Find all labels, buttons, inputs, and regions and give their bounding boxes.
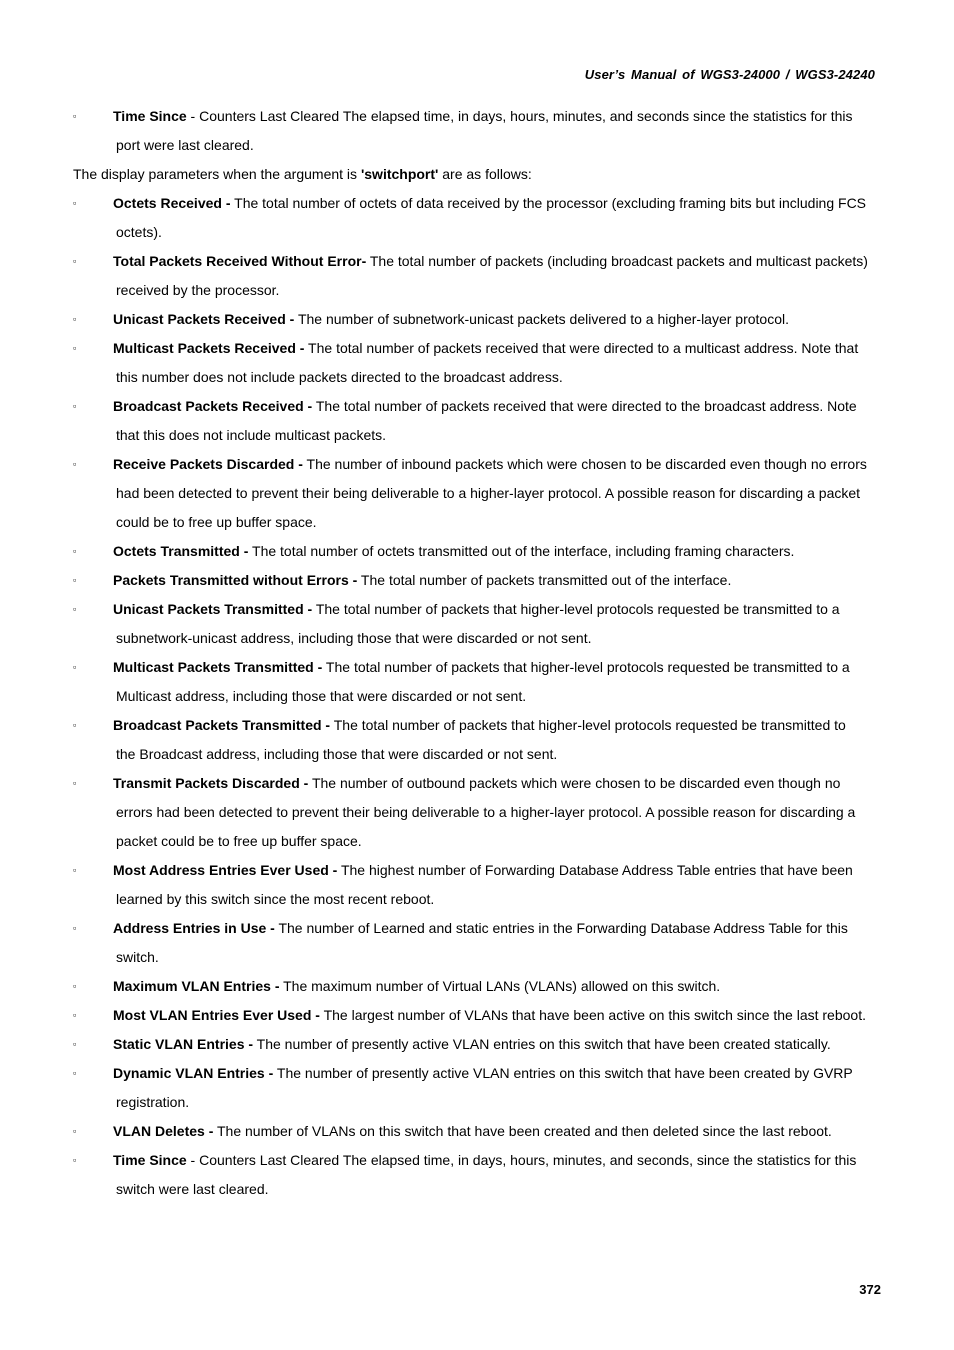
item-continuation: switch were last cleared. bbox=[116, 1181, 269, 1197]
list-item bbox=[73, 566, 883, 595]
page-number: 372 bbox=[859, 1282, 881, 1297]
item-continuation: port were last cleared. bbox=[116, 137, 254, 153]
bullet-icon: ▫ bbox=[73, 459, 77, 469]
list-item bbox=[73, 856, 883, 914]
list-item bbox=[73, 1117, 883, 1146]
list-item bbox=[73, 595, 883, 653]
item-desc: The largest number of VLANs that have been active on this switch since the last reboot. bbox=[319, 1007, 866, 1023]
bullet-icon: ▫ bbox=[73, 981, 77, 991]
item-desc: The total number of packets received that were directed to a multicast address. Note that bbox=[304, 340, 859, 356]
item-desc: The total number of octets transmitted out of the interface, including framing characters. bbox=[248, 543, 795, 559]
item-desc: The total number of packets that higher-level protocols requested be transmitted to bbox=[330, 717, 846, 733]
bullet-icon: ▫ bbox=[73, 662, 77, 672]
item-continuation: packet could be to free up buffer space. bbox=[116, 833, 362, 849]
item-continuation: had been detected to prevent their being deliverable to a higher-layer protocol. A possible reason for discarding a packet bbox=[116, 485, 861, 501]
intro-text-before: The display parameters when the argument is bbox=[73, 166, 361, 182]
item-desc: The number of outbound packets which were chosen to be discarded even though no bbox=[308, 775, 841, 791]
item-term: Receive Packets Discarded - bbox=[113, 456, 303, 472]
item-desc: The total number of packets (including broadcast packets and multicast packets) bbox=[366, 253, 868, 269]
item-term: Static VLAN Entries - bbox=[113, 1036, 254, 1052]
item-desc: The maximum number of Virtual LANs (VLANs) allowed on this switch. bbox=[279, 978, 721, 994]
item-term: Multicast Packets Transmitted - bbox=[113, 659, 323, 675]
item-desc: - Counters Last Cleared The elapsed time, in days, hours, minutes, and seconds since the statistics for this bbox=[186, 108, 853, 124]
item-term: Broadcast Packets Received - bbox=[113, 398, 313, 414]
item-continuation: errors had been detected to prevent their being deliverable to a higher-layer protocol. A possible reason for discarding a bbox=[116, 804, 856, 820]
bullet-icon: ▫ bbox=[73, 314, 77, 324]
item-term: Time Since bbox=[113, 1152, 187, 1168]
list-item bbox=[73, 653, 883, 711]
bullet-icon: ▫ bbox=[73, 1155, 77, 1165]
item-term: Address Entries in Use - bbox=[113, 920, 275, 936]
bullet-icon: ▫ bbox=[73, 1068, 77, 1078]
item-continuation: that this does not include multicast packets. bbox=[116, 427, 387, 443]
list-item bbox=[73, 247, 883, 305]
item-continuation: could be to free up buffer space. bbox=[116, 514, 317, 530]
item-term: Octets Received - bbox=[113, 195, 231, 211]
page-header: User’s Manual of WGS3-24000 / WGS3-24240 bbox=[584, 67, 875, 82]
item-continuation: learned by this switch since the most recent reboot. bbox=[116, 891, 435, 907]
item-desc: The total number of octets of data received by the processor (excluding framing bits but including FCS bbox=[230, 195, 867, 211]
item-continuation: subnetwork-unicast address, including those that were discarded or not sent. bbox=[116, 630, 592, 646]
item-desc: The total number of packets that higher-level protocols requested be transmitted to a bbox=[312, 601, 840, 617]
item-term: Octets Transmitted - bbox=[113, 543, 249, 559]
bullet-icon: ▫ bbox=[73, 575, 77, 585]
item-term: Time Since bbox=[113, 108, 187, 124]
item-term: Most Address Entries Ever Used - bbox=[113, 862, 338, 878]
item-term: Unicast Packets Transmitted - bbox=[113, 601, 313, 617]
list-item bbox=[73, 537, 883, 566]
list-item bbox=[73, 305, 883, 334]
bullet-icon: ▫ bbox=[73, 401, 77, 411]
item-term: VLAN Deletes - bbox=[113, 1123, 214, 1139]
list-item bbox=[73, 1001, 883, 1030]
bullet-icon: ▫ bbox=[73, 720, 77, 730]
list-item bbox=[73, 450, 883, 537]
list-item bbox=[73, 1030, 883, 1059]
bullet-icon: ▫ bbox=[73, 865, 77, 875]
item-term: Broadcast Packets Transmitted - bbox=[113, 717, 331, 733]
bullet-icon: ▫ bbox=[73, 256, 77, 266]
item-desc: The number of subnetwork-unicast packets delivered to a higher-layer protocol. bbox=[294, 311, 789, 327]
bullet-icon: ▫ bbox=[73, 343, 77, 353]
bullet-icon: ▫ bbox=[73, 923, 77, 933]
bullet-icon: ▫ bbox=[73, 198, 77, 208]
item-term: Maximum VLAN Entries - bbox=[113, 978, 280, 994]
item-desc: The total number of packets transmitted out of the interface. bbox=[357, 572, 732, 588]
item-desc: The number of inbound packets which were chosen to be discarded even though no errors bbox=[302, 456, 867, 472]
item-continuation: received by the processor. bbox=[116, 282, 280, 298]
bullet-icon: ▫ bbox=[73, 1010, 77, 1020]
bullet-icon: ▫ bbox=[73, 546, 77, 556]
item-desc: The total number of packets that higher-level protocols requested be transmitted to a bbox=[322, 659, 850, 675]
parameter-list bbox=[73, 189, 883, 1204]
bullet-icon: ▫ bbox=[73, 111, 77, 121]
item-term: Dynamic VLAN Entries - bbox=[113, 1065, 274, 1081]
list-item bbox=[73, 392, 883, 450]
document-body bbox=[73, 102, 883, 1204]
item-desc: The number of Learned and static entries in the Forwarding Database Address Table for this bbox=[274, 920, 848, 936]
list-item-top bbox=[73, 102, 883, 160]
item-term: Transmit Packets Discarded - bbox=[113, 775, 309, 791]
bullet-icon: ▫ bbox=[73, 778, 77, 788]
list-item bbox=[73, 711, 883, 769]
item-desc: The highest number of Forwarding Database Address Table entries that have been bbox=[337, 862, 853, 878]
item-desc: The number of VLANs on this switch that have been created and then deleted since the last reboot. bbox=[213, 1123, 832, 1139]
bullet-icon: ▫ bbox=[73, 1126, 77, 1136]
intro-paragraph bbox=[73, 160, 883, 189]
list-item bbox=[73, 1059, 883, 1117]
item-continuation: Multicast address, including those that were discarded or not sent. bbox=[116, 688, 527, 704]
item-continuation: the Broadcast address, including those that were discarded or not sent. bbox=[116, 746, 558, 762]
item-continuation: octets). bbox=[116, 224, 162, 240]
list-item bbox=[73, 334, 883, 392]
item-desc: The number of presently active VLAN entries on this switch that have been created statically. bbox=[253, 1036, 831, 1052]
item-term: Unicast Packets Received - bbox=[113, 311, 295, 327]
bullet-icon: ▫ bbox=[73, 1039, 77, 1049]
item-term: Most VLAN Entries Ever Used - bbox=[113, 1007, 320, 1023]
item-desc: - Counters Last Cleared The elapsed time, in days, hours, minutes, and seconds, since the statistics for this bbox=[186, 1152, 857, 1168]
list-item bbox=[73, 972, 883, 1001]
item-continuation: switch. bbox=[116, 949, 159, 965]
item-term: Multicast Packets Received - bbox=[113, 340, 305, 356]
item-term: Packets Transmitted without Errors - bbox=[113, 572, 358, 588]
item-continuation: this number does not include packets directed to the broadcast address. bbox=[116, 369, 563, 385]
item-continuation: registration. bbox=[116, 1094, 190, 1110]
list-item bbox=[73, 914, 883, 972]
intro-argument: 'switchport' bbox=[360, 166, 439, 182]
list-item bbox=[73, 769, 883, 856]
bullet-icon: ▫ bbox=[73, 604, 77, 614]
intro-text-after: are as follows: bbox=[438, 166, 532, 182]
item-desc: The number of presently active VLAN entries on this switch that have been created by GVRP bbox=[273, 1065, 853, 1081]
list-item bbox=[73, 1146, 883, 1204]
item-desc: The total number of packets received that were directed to the broadcast address. Note bbox=[312, 398, 857, 414]
item-term: Total Packets Received Without Error- bbox=[113, 253, 367, 269]
list-item bbox=[73, 189, 883, 247]
